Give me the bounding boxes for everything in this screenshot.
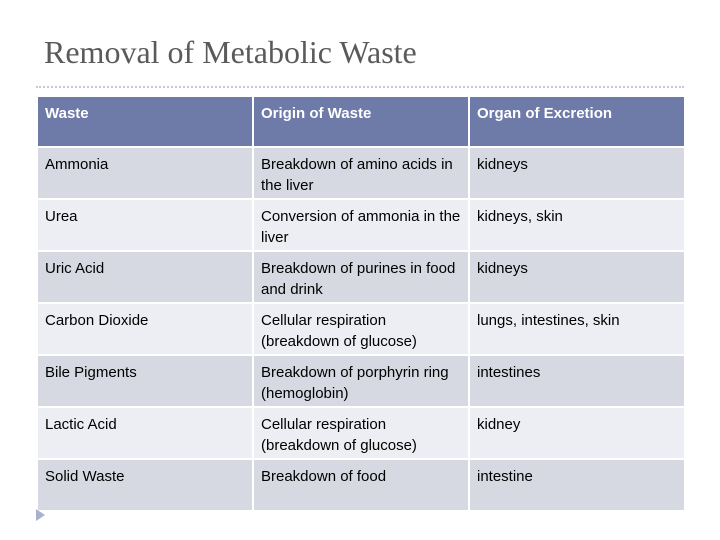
cell-waste: Uric Acid [37,251,253,303]
cell-organ: intestine [469,459,685,511]
header-origin: Origin of Waste [253,96,469,147]
cell-origin: Breakdown of food [253,459,469,511]
table-row [37,303,685,355]
triangle-right-icon [36,509,45,521]
cell-organ: kidneys [469,147,685,199]
table-row [37,147,685,199]
cell-organ: lungs, intestines, skin [469,303,685,355]
cell-organ: kidneys [469,251,685,303]
cell-waste: Bile Pigments [37,355,253,407]
header-waste: Waste [37,96,253,147]
cell-origin: Breakdown of purines in food and drink [253,251,469,303]
table-header-row [37,96,685,147]
cell-organ: kidneys, skin [469,199,685,251]
table-row [37,459,685,511]
cell-waste: Lactic Acid [37,407,253,459]
cell-origin: Conversion of ammonia in the liver [253,199,469,251]
metabolic-waste-table [36,95,686,512]
table-row [37,407,685,459]
slide-title: Removal of Metabolic Waste [44,34,417,70]
table-row [37,199,685,251]
cell-waste: Solid Waste [37,459,253,511]
cell-waste: Carbon Dioxide [37,303,253,355]
cell-origin: Cellular respiration (breakdown of glucose) [253,303,469,355]
table-row [37,355,685,407]
table-container [36,95,686,512]
cell-origin: Breakdown of amino acids in the liver [253,147,469,199]
header-organ: Organ of Excretion [469,96,685,147]
table-row [37,251,685,303]
cell-organ: kidney [469,407,685,459]
cell-organ: intestines [469,355,685,407]
cell-origin: Breakdown of porphyrin ring (hemoglobin) [253,355,469,407]
title-divider [36,86,684,88]
cell-waste: Urea [37,199,253,251]
cell-waste: Ammonia [37,147,253,199]
cell-origin: Cellular respiration (breakdown of glucose) [253,407,469,459]
